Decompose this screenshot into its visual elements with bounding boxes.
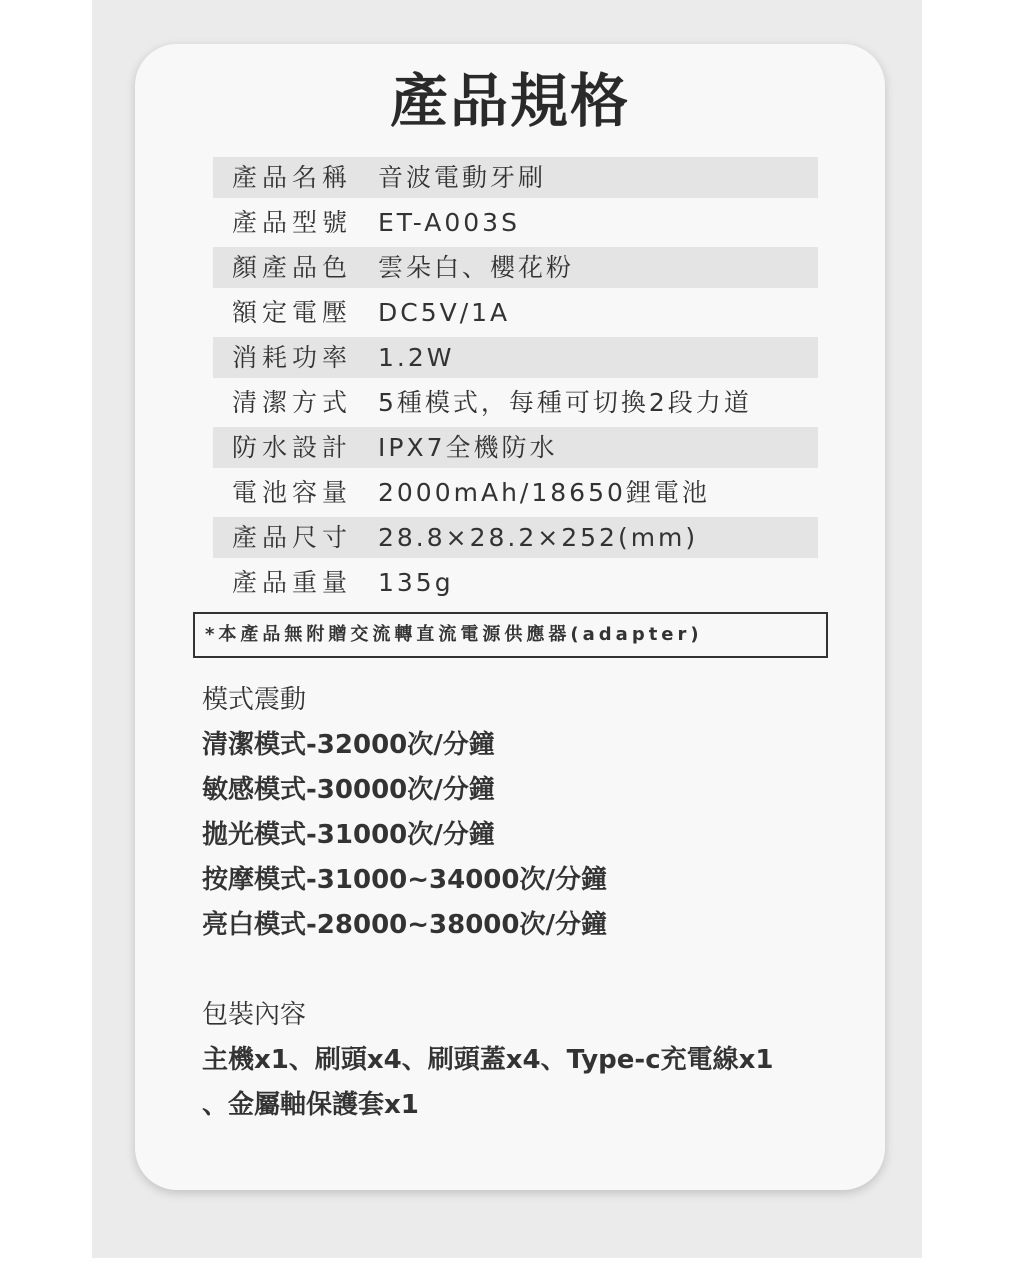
spec-row-cleaning-modes — [213, 382, 818, 423]
spec-row-name — [213, 157, 818, 198]
mode-item: 拋光模式-31000次/分鐘 — [202, 820, 495, 850]
spec-label: 防水設計 — [232, 433, 353, 462]
page-title: 產品規格 — [389, 67, 630, 135]
mode-item: 亮白模式-28000~38000次/分鐘 — [202, 910, 607, 940]
spec-value: 雲朵白、櫻花粉 — [378, 253, 575, 282]
spec-value: 2000mAh/18650鋰電池 — [378, 478, 710, 507]
spec-label: 顏產品色 — [232, 253, 353, 282]
package-line: 主機x1、刷頭x4、刷頭蓋x4、Type-c充電線x1 — [202, 1045, 774, 1075]
spec-value: 1.2W — [378, 343, 455, 372]
vibration-modes-section — [202, 678, 862, 948]
spec-label: 清潔方式 — [232, 388, 353, 417]
adapter-note: *本產品無附贈交流轉直流電源供應器(adapter) — [193, 612, 828, 658]
spec-value: ET-A003S — [378, 208, 520, 237]
spec-row-power — [213, 337, 818, 378]
spec-label: 產品名稱 — [232, 163, 353, 192]
spec-label: 產品重量 — [232, 568, 353, 597]
spec-label: 電池容量 — [232, 478, 353, 507]
mode-item: 按摩模式-31000~34000次/分鐘 — [202, 865, 607, 895]
spec-value: DC5V/1A — [378, 298, 511, 327]
spec-label: 消耗功率 — [232, 343, 353, 372]
mode-item: 敏感模式-30000次/分鐘 — [202, 775, 495, 805]
spec-row-color — [213, 247, 818, 288]
spec-table — [213, 157, 818, 607]
spec-value: IPX7全機防水 — [378, 433, 558, 462]
spec-card — [135, 44, 885, 1190]
spec-row-battery — [213, 472, 818, 513]
spec-row-model — [213, 202, 818, 243]
spec-value: 音波電動牙刷 — [378, 163, 547, 192]
package-contents-section — [202, 993, 862, 1128]
spec-label: 額定電壓 — [232, 298, 353, 327]
spec-row-waterproof — [213, 427, 818, 468]
spec-value: 135g — [378, 568, 454, 597]
spec-value: 5種模式，每種可切換2段力道 — [378, 388, 752, 417]
mode-item: 清潔模式-32000次/分鐘 — [202, 730, 495, 760]
spec-value: 28.8×28.2×252(mm) — [378, 523, 699, 552]
package-line: 、金屬軸保護套x1 — [202, 1090, 419, 1120]
spec-label: 產品型號 — [232, 208, 353, 237]
spec-row-dimensions — [213, 517, 818, 558]
spec-row-weight — [213, 562, 818, 603]
spec-label: 產品尺寸 — [232, 523, 353, 552]
section-heading: 包裝內容 — [202, 1000, 307, 1030]
spec-row-voltage — [213, 292, 818, 333]
section-heading: 模式震動 — [202, 685, 307, 715]
